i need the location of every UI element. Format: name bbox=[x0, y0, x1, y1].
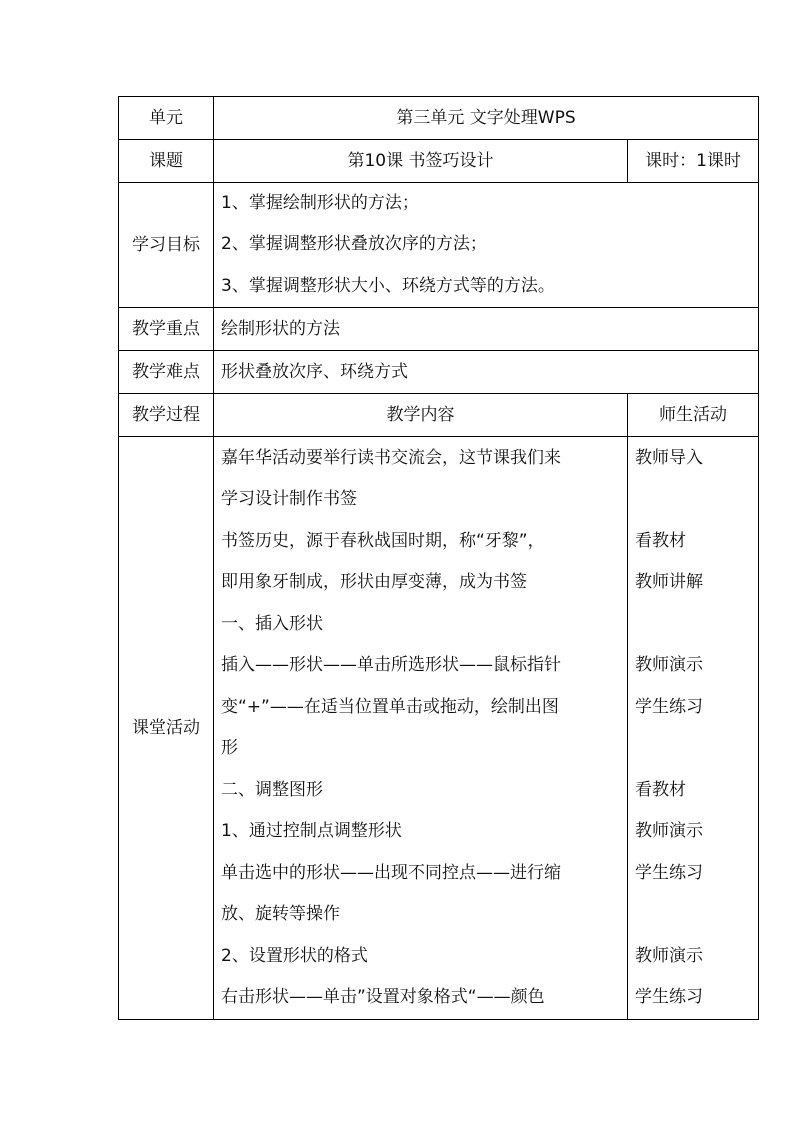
activity-line bbox=[635, 894, 751, 936]
content-line: 单击选中的形状——出现不同控点——进行缩 bbox=[221, 862, 561, 883]
activity-line: 看教材 bbox=[635, 779, 686, 800]
title-row bbox=[119, 140, 759, 183]
period-value: 课时：1课时 bbox=[628, 140, 759, 183]
activity-line bbox=[635, 479, 751, 521]
content-line: 放、旋转等操作 bbox=[221, 904, 340, 924]
activity-line: 教师导入 bbox=[635, 447, 703, 468]
key-point-value: 绘制形状的方法 bbox=[214, 308, 759, 351]
content-line: 1、通过控制点调整形状 bbox=[221, 821, 402, 841]
difficulty-value: 形状叠放次序、环绕方式 bbox=[214, 351, 759, 394]
activity-line: 教师演示 bbox=[635, 821, 703, 841]
activity-cell bbox=[628, 437, 759, 1020]
process-header-row bbox=[119, 394, 759, 437]
activity-line: 学生练习 bbox=[635, 696, 703, 717]
activity-line: 学生练习 bbox=[635, 987, 703, 1007]
process-label: 教学过程 bbox=[119, 394, 214, 437]
content-line: 形 bbox=[221, 738, 238, 758]
activity-line: 看教材 bbox=[635, 530, 686, 551]
activity-line: 学生练习 bbox=[635, 862, 703, 883]
content-line: 变“+”——在适当位置单击或拖动，绘制出图 bbox=[221, 696, 559, 717]
key-point-label: 教学重点 bbox=[119, 308, 214, 351]
content-line: 嘉年华活动要举行读书交流会，这节课我们来 bbox=[221, 447, 561, 468]
goal-item: 3、掌握调整形状大小、环绕方式等的方法。 bbox=[221, 275, 555, 296]
goals-label: 学习目标 bbox=[119, 183, 214, 308]
content-line: 学习设计制作书签 bbox=[221, 489, 357, 509]
content-line: 插入——形状——单击所选形状——鼠标指针 bbox=[221, 655, 561, 675]
class-activity-row bbox=[119, 437, 759, 1020]
activity-header: 师生活动 bbox=[628, 394, 759, 437]
class-activity-label: 课堂活动 bbox=[119, 437, 214, 1020]
content-line: 一、插入形状 bbox=[221, 613, 323, 634]
unit-value: 第三单元 文字处理WPS bbox=[214, 97, 759, 140]
key-point-row bbox=[119, 308, 759, 351]
difficulty-label: 教学难点 bbox=[119, 351, 214, 394]
content-line: 即用象牙制成，形状由厚变薄，成为书签 bbox=[221, 572, 527, 592]
activity-line bbox=[635, 604, 751, 646]
goal-item: 1、掌握绘制形状的方法； bbox=[221, 193, 419, 214]
content-line: 右击形状——单击”设置对象格式“——颜色 bbox=[221, 987, 545, 1007]
title-label: 课题 bbox=[119, 140, 214, 183]
content-line: 2、设置形状的格式 bbox=[221, 945, 368, 966]
difficulty-row bbox=[119, 351, 759, 394]
content-header: 教学内容 bbox=[214, 394, 628, 437]
content-cell bbox=[214, 437, 628, 1020]
activity-line: 教师讲解 bbox=[635, 572, 703, 592]
unit-row bbox=[119, 97, 759, 140]
content-line: 二、调整图形 bbox=[221, 779, 323, 800]
goal-item: 2、掌握调整形状叠放次序的方法； bbox=[221, 234, 487, 255]
activity-line: 教师演示 bbox=[635, 655, 703, 675]
content-line: 书签历史，源于春秋战国时期，称“牙黎”， bbox=[221, 530, 545, 551]
activity-line bbox=[635, 728, 751, 770]
activity-line: 教师演示 bbox=[635, 945, 703, 966]
unit-label: 单元 bbox=[119, 97, 214, 140]
lesson-plan-table bbox=[118, 96, 759, 1020]
goals-row bbox=[119, 183, 759, 308]
goals-cell bbox=[214, 183, 759, 308]
title-value: 第10课 书签巧设计 bbox=[214, 140, 628, 183]
